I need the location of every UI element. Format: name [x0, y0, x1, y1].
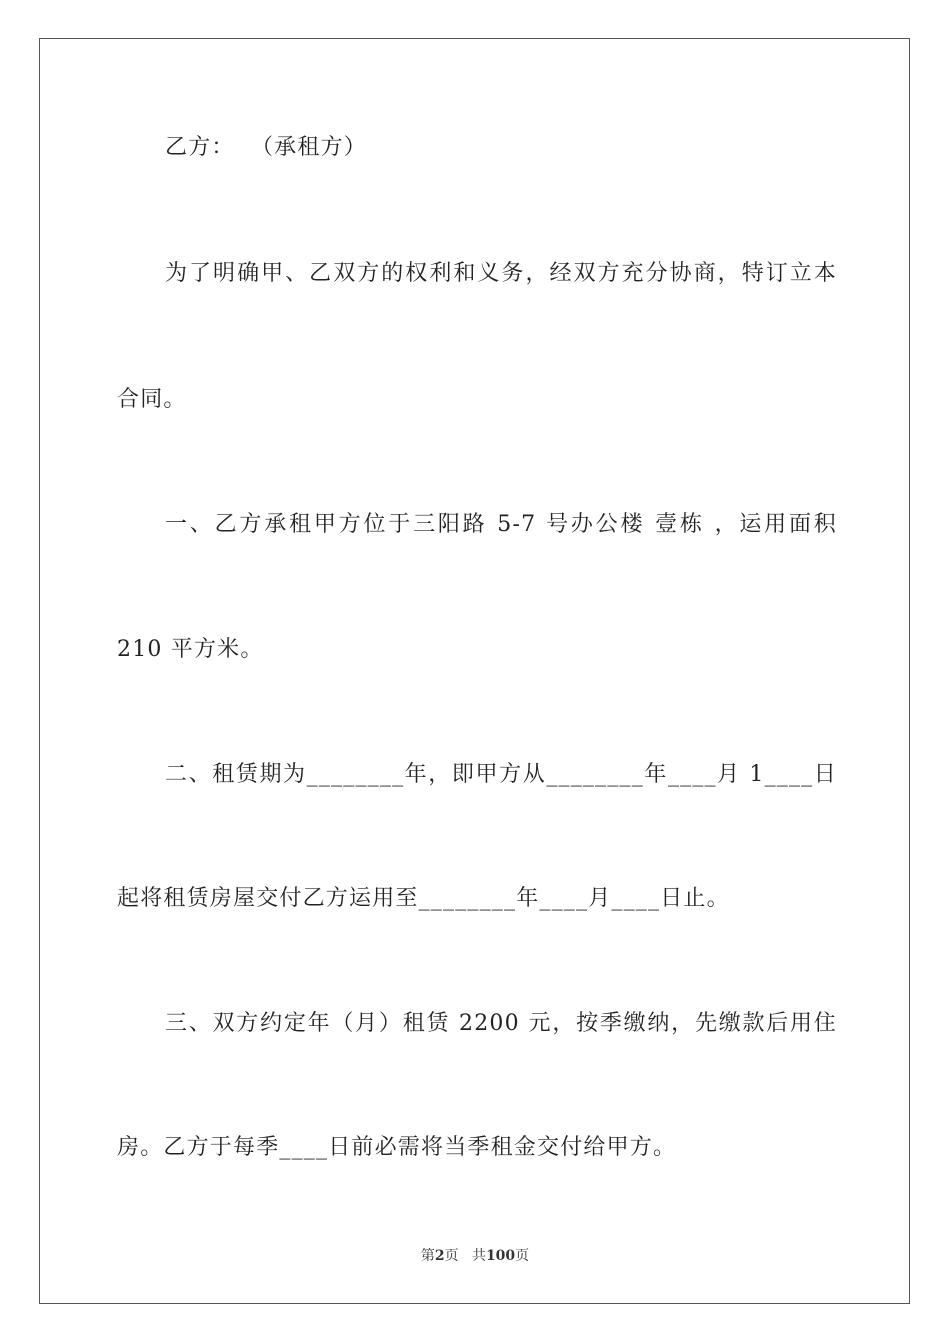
clause-2-line-2: 起将租赁房屋交付乙方运用至________年____月____日止。: [117, 886, 730, 911]
clause-2-line-1: 二、租赁期为________年，即甲方从________年____月 1____日: [165, 762, 837, 787]
page-border: [39, 38, 910, 1304]
clause-3-line-1: 三、双方约定年（月）租赁 2200 元，按季缴纳，先缴款后用住: [165, 1011, 837, 1036]
total-prefix: 共: [471, 1248, 486, 1264]
paragraph-intro-line-1: 为了明确甲、乙双方的权利和义务，经双方充分协商，特订立本: [165, 261, 837, 286]
total-pages: 100: [485, 1248, 516, 1264]
clause-3-line-2: 房。乙方于每季____日前必需将当季租金交付给甲方。: [117, 1135, 677, 1160]
page-prefix: 第: [420, 1248, 435, 1264]
page-number: 2: [434, 1248, 445, 1264]
party-b-line: 乙方： （承租方）: [165, 135, 367, 160]
page-suffix: 页: [444, 1248, 459, 1264]
total-suffix: 页: [515, 1248, 530, 1264]
clause-1-line-2: 210 平方米。: [117, 637, 264, 662]
clause-1-line-1: 一、乙方承租甲方位于三阳路 5-7 号办公楼 壹栋 ，运用面积: [165, 512, 837, 537]
paragraph-intro-line-2: 合同。: [117, 387, 187, 412]
page-footer: [0, 1247, 950, 1265]
